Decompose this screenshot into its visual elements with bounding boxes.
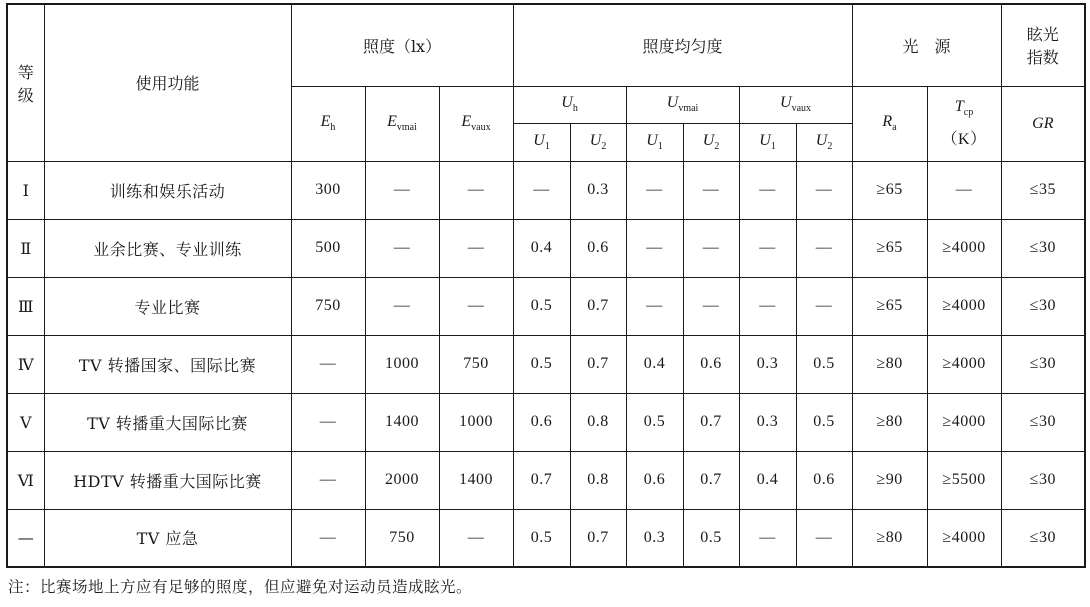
- cell-tcp: ≥4000: [927, 219, 1001, 277]
- cell-tcp: ≥5500: [927, 451, 1001, 509]
- cell-evaux: 1400: [439, 451, 513, 509]
- table-row: [7, 393, 1085, 451]
- cell-ra: ≥65: [852, 277, 927, 335]
- header-light-source: 光 源: [852, 4, 1001, 86]
- cell-tcp: —: [927, 161, 1001, 219]
- cell-uvmai-u1: —: [626, 277, 683, 335]
- cell-uh-u2: 0.6: [570, 219, 626, 277]
- cell-uh-u1: —: [513, 161, 570, 219]
- cell-evaux: —: [439, 219, 513, 277]
- cell-level: Ⅳ: [7, 335, 44, 393]
- table-row: [7, 451, 1085, 509]
- cell-eh: 300: [291, 161, 365, 219]
- cell-uvaux-u2: —: [796, 277, 852, 335]
- cell-uvaux-u1: 0.3: [739, 335, 796, 393]
- cell-ra: ≥80: [852, 509, 927, 567]
- cell-evmai: —: [365, 219, 439, 277]
- cell-uvmai-u2: —: [683, 219, 739, 277]
- cell-uvaux-u2: 0.6: [796, 451, 852, 509]
- table-row: [7, 509, 1085, 567]
- table-row: [7, 335, 1085, 393]
- header-uvaux-u1: $U_1$: [739, 123, 796, 161]
- header-uvaux-u2: $U_2$: [796, 123, 852, 161]
- cell-uvmai-u2: 0.5: [683, 509, 739, 567]
- cell-function: 专业比赛: [44, 277, 291, 335]
- cell-ra: ≥80: [852, 393, 927, 451]
- cell-evmai: 750: [365, 509, 439, 567]
- header-uh: $U_h$: [513, 86, 626, 123]
- cell-uvaux-u2: 0.5: [796, 335, 852, 393]
- cell-tcp: ≥4000: [927, 393, 1001, 451]
- cell-uh-u2: 0.7: [570, 509, 626, 567]
- cell-uh-u2: 0.8: [570, 451, 626, 509]
- cell-ra: ≥65: [852, 161, 927, 219]
- header-uh-u1: $U_1$: [513, 123, 570, 161]
- cell-evmai: —: [365, 277, 439, 335]
- cell-gr: ≤30: [1001, 277, 1085, 335]
- cell-function: 训练和娱乐活动: [44, 161, 291, 219]
- cell-evaux: —: [439, 509, 513, 567]
- cell-uvmai-u2: 0.7: [683, 451, 739, 509]
- header-illuminance: 照度（lx）: [291, 4, 513, 86]
- header-function: 使用功能: [44, 4, 291, 161]
- cell-uvaux-u1: 0.4: [739, 451, 796, 509]
- cell-uh-u1: 0.4: [513, 219, 570, 277]
- cell-eh: —: [291, 451, 365, 509]
- cell-uvaux-u2: —: [796, 219, 852, 277]
- cell-uvaux-u2: —: [796, 509, 852, 567]
- header-uvmai-u2: $U_2$: [683, 123, 739, 161]
- header-gr: GR: [1001, 86, 1085, 161]
- cell-uvmai-u2: 0.7: [683, 393, 739, 451]
- header-uvmai-u1: $U_1$: [626, 123, 683, 161]
- header-evmai: $E_{vmai}$: [365, 86, 439, 161]
- cell-evaux: —: [439, 161, 513, 219]
- cell-uh-u1: 0.7: [513, 451, 570, 509]
- cell-uvaux-u2: —: [796, 161, 852, 219]
- cell-evaux: 1000: [439, 393, 513, 451]
- cell-level: Ⅵ: [7, 451, 44, 509]
- cell-uvmai-u1: —: [626, 161, 683, 219]
- cell-gr: ≤30: [1001, 393, 1085, 451]
- cell-uvaux-u1: —: [739, 219, 796, 277]
- cell-uvmai-u2: —: [683, 277, 739, 335]
- cell-tcp: ≥4000: [927, 277, 1001, 335]
- cell-uh-u2: 0.3: [570, 161, 626, 219]
- header-uvmai: $U_{vmai}$: [626, 86, 739, 123]
- cell-gr: ≤30: [1001, 451, 1085, 509]
- header-evaux: $E_{vaux}$: [439, 86, 513, 161]
- cell-ra: ≥65: [852, 219, 927, 277]
- cell-uvaux-u1: —: [739, 277, 796, 335]
- cell-eh: 500: [291, 219, 365, 277]
- cell-evmai: 1000: [365, 335, 439, 393]
- cell-uh-u2: 0.7: [570, 277, 626, 335]
- header-uniformity: 照度均匀度: [513, 4, 852, 86]
- cell-function: TV 转播国家、国际比赛: [44, 335, 291, 393]
- cell-uvaux-u1: —: [739, 509, 796, 567]
- table-row: [7, 219, 1085, 277]
- header-uvaux: $U_{vaux}$: [739, 86, 852, 123]
- cell-uh-u1: 0.5: [513, 335, 570, 393]
- cell-gr: ≤30: [1001, 219, 1085, 277]
- table-body: [7, 161, 1085, 567]
- cell-evaux: 750: [439, 335, 513, 393]
- cell-uh-u2: 0.8: [570, 393, 626, 451]
- cell-eh: —: [291, 335, 365, 393]
- cell-uvmai-u1: 0.5: [626, 393, 683, 451]
- cell-tcp: ≥4000: [927, 509, 1001, 567]
- cell-uvaux-u1: 0.3: [739, 393, 796, 451]
- cell-uvmai-u1: —: [626, 219, 683, 277]
- cell-level: Ⅱ: [7, 219, 44, 277]
- cell-function: TV 转播重大国际比赛: [44, 393, 291, 451]
- header-eh: $E_h$: [291, 86, 365, 161]
- cell-uvmai-u1: 0.4: [626, 335, 683, 393]
- cell-uvaux-u2: 0.5: [796, 393, 852, 451]
- cell-gr: ≤30: [1001, 509, 1085, 567]
- header-glare: 眩光 指数: [1001, 4, 1085, 86]
- header-level: 等 级: [7, 4, 44, 161]
- header-uh-u2: $U_2$: [570, 123, 626, 161]
- table-row: [7, 161, 1085, 219]
- cell-evmai: 2000: [365, 451, 439, 509]
- cell-uvaux-u1: —: [739, 161, 796, 219]
- cell-uvmai-u2: 0.6: [683, 335, 739, 393]
- cell-uvmai-u1: 0.3: [626, 509, 683, 567]
- table-row: [7, 277, 1085, 335]
- cell-gr: ≤35: [1001, 161, 1085, 219]
- cell-level: —: [7, 509, 44, 567]
- cell-eh: —: [291, 509, 365, 567]
- cell-function: HDTV 转播重大国际比赛: [44, 451, 291, 509]
- cell-uh-u1: 0.5: [513, 277, 570, 335]
- header-tcp: $T_{cp}$ （K）: [927, 86, 1001, 161]
- cell-level: Ⅲ: [7, 277, 44, 335]
- cell-eh: 750: [291, 277, 365, 335]
- cell-uh-u2: 0.7: [570, 335, 626, 393]
- cell-gr: ≤30: [1001, 335, 1085, 393]
- cell-uh-u1: 0.6: [513, 393, 570, 451]
- cell-uvmai-u2: —: [683, 161, 739, 219]
- cell-uh-u1: 0.5: [513, 509, 570, 567]
- cell-evaux: —: [439, 277, 513, 335]
- cell-evmai: —: [365, 161, 439, 219]
- cell-eh: —: [291, 393, 365, 451]
- cell-tcp: ≥4000: [927, 335, 1001, 393]
- cell-level: Ⅰ: [7, 161, 44, 219]
- lighting-standards-table: [6, 3, 1086, 568]
- table-note: 注：比赛场地上方应有足够的照度，但应避免对运动员造成眩光。: [8, 578, 473, 596]
- header-ra: $R_a$: [852, 86, 927, 161]
- cell-ra: ≥80: [852, 335, 927, 393]
- cell-uvmai-u1: 0.6: [626, 451, 683, 509]
- cell-function: TV 应急: [44, 509, 291, 567]
- cell-level: Ⅴ: [7, 393, 44, 451]
- cell-evmai: 1400: [365, 393, 439, 451]
- cell-function: 业余比赛、专业训练: [44, 219, 291, 277]
- cell-ra: ≥90: [852, 451, 927, 509]
